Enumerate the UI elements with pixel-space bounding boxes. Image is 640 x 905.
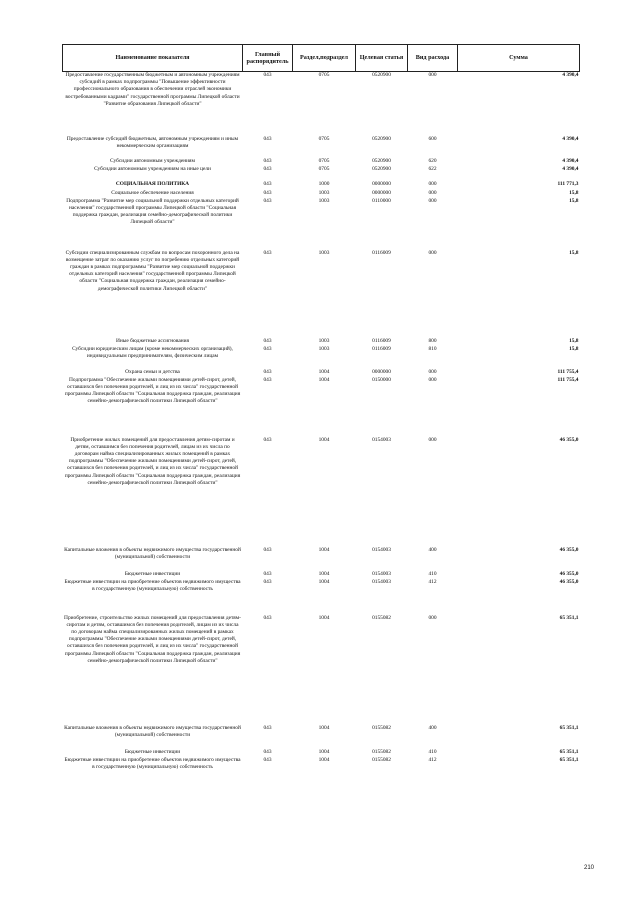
cell-name: Приобретение жилых помещений для предоставления детям-сиротам и детям, оставшимся без попечения родителей, лицам из их числа по договорам найма специализированных жилых помещений в рамках подпрограммы "Обеспечение жилыми помещениями детей-сирот, детей, оставшихся без попечения родителей, и лиц из их числа" государственной программы Липецкой области "Социальная поддержка граждан, реализация семейно-демографической политики Липецкой области" xyxy=(64,436,241,486)
cell-name: Капитальные вложения в объекты недвижимого имущества государственной (муниципальной) собственности xyxy=(64,724,241,738)
cell-expense: 000 xyxy=(428,180,437,187)
table-row xyxy=(63,181,580,190)
cell-expense: 000 xyxy=(428,376,437,383)
cell-target: 0000000 xyxy=(372,180,391,187)
cell-section: 1003 xyxy=(318,189,330,196)
cell-target: 0154003 xyxy=(372,436,391,443)
cell-expense: 410 xyxy=(428,748,437,755)
cell-target: 0154003 xyxy=(372,546,391,553)
table-row xyxy=(63,437,580,547)
cell-sum: 15,8 xyxy=(569,249,579,256)
cell-admin: 043 xyxy=(263,189,272,196)
cell-expense: 620 xyxy=(428,157,437,164)
cell-admin: 043 xyxy=(263,724,272,731)
cell-target: 0110000 xyxy=(372,197,391,204)
cell-section: 1003 xyxy=(318,197,330,204)
table-row xyxy=(63,136,580,158)
cell-section: 0705 xyxy=(318,157,330,164)
cell-admin: 043 xyxy=(263,337,272,344)
table-row xyxy=(63,166,580,181)
cell-target: 0155082 xyxy=(372,614,391,621)
table-row xyxy=(63,346,580,369)
cell-name: Бюджетные инвестиции xyxy=(124,570,181,577)
cell-admin: 043 xyxy=(263,614,272,621)
cell-name: Субсидии юридическим лицам (кроме некоммерческих организаций), индивидуальным предпринимателям, физическим лицам xyxy=(72,345,233,359)
cell-admin: 043 xyxy=(263,249,272,256)
cell-target: 0520900 xyxy=(372,135,391,142)
cell-admin: 043 xyxy=(263,165,272,172)
cell-admin: 043 xyxy=(263,157,272,164)
cell-admin: 043 xyxy=(263,135,272,142)
cell-sum: 15,8 xyxy=(569,337,579,344)
cell-name: Предоставление субсидий бюджетным, автономным учреждениям и иным некоммерческим организациям xyxy=(66,135,239,149)
table-row xyxy=(63,377,580,437)
cell-name: Социальное обеспечение населения xyxy=(111,189,194,196)
cell-name: Бюджетные инвестиции на приобретение объектов недвижимого имущества в государственную (муниципальную) собственность xyxy=(64,578,241,592)
cell-name: Субсидии автономным учреждениям xyxy=(110,157,195,164)
table-header xyxy=(63,45,580,72)
table-row xyxy=(63,725,580,749)
cell-admin: 043 xyxy=(263,368,272,375)
cell-admin: 043 xyxy=(263,345,272,352)
cell-sum: 4 390,4 xyxy=(562,72,579,78)
cell-expense: 410 xyxy=(428,570,437,577)
cell-sum: 15,8 xyxy=(569,197,579,204)
table-row xyxy=(63,72,580,136)
cell-target: 0116009 xyxy=(372,337,391,344)
header-section: Раздел,подраздел xyxy=(293,45,356,72)
cell-sum: 4 390,4 xyxy=(562,135,579,142)
cell-target: 0150000 xyxy=(372,376,391,383)
cell-name: Охрана семьи и детства xyxy=(125,368,180,375)
cell-admin: 043 xyxy=(263,546,272,553)
cell-expense: 412 xyxy=(428,756,437,763)
cell-sum: 65 351,1 xyxy=(559,724,579,731)
cell-admin: 043 xyxy=(263,436,272,443)
cell-section: 1003 xyxy=(318,337,330,344)
table-row xyxy=(63,757,580,781)
table-row xyxy=(63,615,580,725)
table-row xyxy=(63,369,580,377)
cell-name: Приобретение, строительство жилых помещений для предоставления детям-сиротам и детям, оставшимся без попечения родителей, лицам из их числа по договорам найма специализированных жилых помещений в рамках подпрограммы "Обеспечение жилыми помещениями детей-сирот, детей, оставшихся без попечения родителей, и лиц из их числа" государственной программы Липецкой области "Социальная поддержка граждан, реализация семейно-демографической политики Липецкой области" xyxy=(64,614,241,664)
header-admin: Главный распорядитель xyxy=(243,45,293,72)
cell-section: 1003 xyxy=(318,249,330,256)
cell-name: Капитальные вложения в объекты недвижимого имущества государственной (муниципальной) собственности xyxy=(64,546,241,560)
cell-name: Предоставление государственным бюджетным и автономным учреждениям субсидий в рамках подпрограммы "Повышение эффективности профессионального образования в обеспечении отраслей экономики востребованными кадрами" государственной программы Липецкой области "Развитие образования Липецкой области" xyxy=(65,72,240,107)
cell-sum: 4 390,4 xyxy=(562,157,579,164)
cell-expense: 412 xyxy=(428,578,437,585)
cell-target: 0116009 xyxy=(372,345,391,352)
cell-section: 1004 xyxy=(318,546,330,553)
cell-section: 1004 xyxy=(318,724,330,731)
cell-expense: 000 xyxy=(428,436,437,443)
cell-sum: 111 755,4 xyxy=(557,376,579,383)
cell-section: 1004 xyxy=(318,436,330,443)
cell-sum: 46 355,0 xyxy=(559,546,579,553)
cell-name: Подпрограмма "Развитие мер социальной поддержки отдельных категорий населения" государственной программы Липецкой области "Социальная поддержка граждан, реализация семейно-демографической политики Липецкой области" xyxy=(66,197,239,226)
budget-table xyxy=(62,44,580,781)
cell-section: 1003 xyxy=(318,345,330,352)
cell-target: 0155082 xyxy=(372,748,391,755)
cell-target: 0000000 xyxy=(372,368,391,375)
table-row xyxy=(63,250,580,338)
cell-expense: 000 xyxy=(428,197,437,204)
cell-target: 0520900 xyxy=(372,165,391,172)
cell-sum: 4 390,4 xyxy=(562,165,579,172)
cell-name: Субсидии специализированным службам по вопросам похоронного дела на возмещение затрат по оказанию услуг по погребению отдельных категорий граждан в рамках подпрограммы "Развитие мер социальной поддержки отдельных категорий населения" государственной программы Липецкой области "Социальная поддержка граждан, реализация семейно-демографической политики Липецкой области" xyxy=(65,249,240,292)
cell-expense: 800 xyxy=(428,337,437,344)
cell-expense: 000 xyxy=(428,189,437,196)
table-row xyxy=(63,198,580,250)
cell-section: 0705 xyxy=(318,72,330,78)
table-row xyxy=(63,338,580,346)
cell-target: 0154003 xyxy=(372,570,391,577)
cell-sum: 65 351,1 xyxy=(559,748,579,755)
table-row xyxy=(63,190,580,198)
cell-admin: 043 xyxy=(263,72,272,78)
cell-sum: 46 355,0 xyxy=(559,570,579,577)
cell-sum: 46 355,0 xyxy=(559,578,579,585)
cell-name: Иные бюджетные ассигнования xyxy=(116,337,189,344)
table-row xyxy=(63,158,580,166)
cell-sum: 65 351,1 xyxy=(559,614,579,621)
cell-target: 0116009 xyxy=(372,249,391,256)
cell-expense: 622 xyxy=(428,165,437,172)
cell-section: 1000 xyxy=(318,180,330,187)
table-body xyxy=(63,72,580,781)
cell-expense: 600 xyxy=(428,135,437,142)
cell-target: 0520900 xyxy=(372,72,391,78)
cell-target: 0000000 xyxy=(372,189,391,196)
cell-section: 1004 xyxy=(318,376,330,383)
cell-section: 1004 xyxy=(318,748,330,755)
cell-section: 0705 xyxy=(318,135,330,142)
cell-sum: 15,8 xyxy=(569,189,579,196)
cell-sum: 46 355,0 xyxy=(559,436,579,443)
table-row xyxy=(63,579,580,615)
cell-admin: 043 xyxy=(263,756,272,763)
header-sum: Сумма xyxy=(458,45,580,72)
header-name: Наименование показателя xyxy=(63,45,243,72)
cell-expense: 000 xyxy=(428,72,437,78)
cell-admin: 043 xyxy=(263,197,272,204)
cell-target: 0520900 xyxy=(372,157,391,164)
cell-name: Бюджетные инвестиции xyxy=(124,748,181,755)
cell-admin: 043 xyxy=(263,748,272,755)
cell-admin: 043 xyxy=(263,180,272,187)
cell-section: 1004 xyxy=(318,756,330,763)
cell-expense: 400 xyxy=(428,724,437,731)
header-row xyxy=(63,45,580,72)
cell-sum: 111 755,4 xyxy=(557,368,579,375)
cell-admin: 043 xyxy=(263,578,272,585)
cell-target: 0155082 xyxy=(372,724,391,731)
table-row xyxy=(63,547,580,571)
cell-name: СОЦИАЛЬНАЯ ПОЛИТИКА xyxy=(115,180,190,187)
page-number: 210 xyxy=(583,865,594,871)
cell-expense: 000 xyxy=(428,368,437,375)
cell-target: 0155082 xyxy=(372,756,391,763)
cell-section: 1004 xyxy=(318,578,330,585)
cell-sum: 15,8 xyxy=(569,345,579,352)
cell-section: 1004 xyxy=(318,570,330,577)
cell-section: 1004 xyxy=(318,614,330,621)
header-expense: Вид расхода xyxy=(408,45,458,72)
cell-admin: 043 xyxy=(263,376,272,383)
cell-admin: 043 xyxy=(263,570,272,577)
cell-sum: 65 351,1 xyxy=(559,756,579,763)
cell-section: 0705 xyxy=(318,165,330,172)
cell-target: 0154003 xyxy=(372,578,391,585)
cell-name: Бюджетные инвестиции на приобретение объектов недвижимого имущества в государственную (муниципальную) собственность xyxy=(64,756,241,770)
cell-expense: 400 xyxy=(428,546,437,553)
table-row xyxy=(63,571,580,579)
cell-expense: 000 xyxy=(428,249,437,256)
cell-name: Субсидии автономным учреждениям на иные цели xyxy=(94,165,211,172)
cell-sum: 111 771,3 xyxy=(557,180,579,187)
cell-section: 1004 xyxy=(318,368,330,375)
cell-expense: 000 xyxy=(428,614,437,621)
table-row xyxy=(63,749,580,757)
cell-expense: 810 xyxy=(428,345,437,352)
cell-name: Подпрограмма "Обеспечение жилыми помещениями детей-сирот, детей, оставшихся без попечения родителей, и лиц из их числа" государственной программы Липецкой области "Социальная поддержка граждан, реализация семейно-демографической политики Липецкой области" xyxy=(64,376,241,405)
header-target: Целевая статья xyxy=(356,45,408,72)
